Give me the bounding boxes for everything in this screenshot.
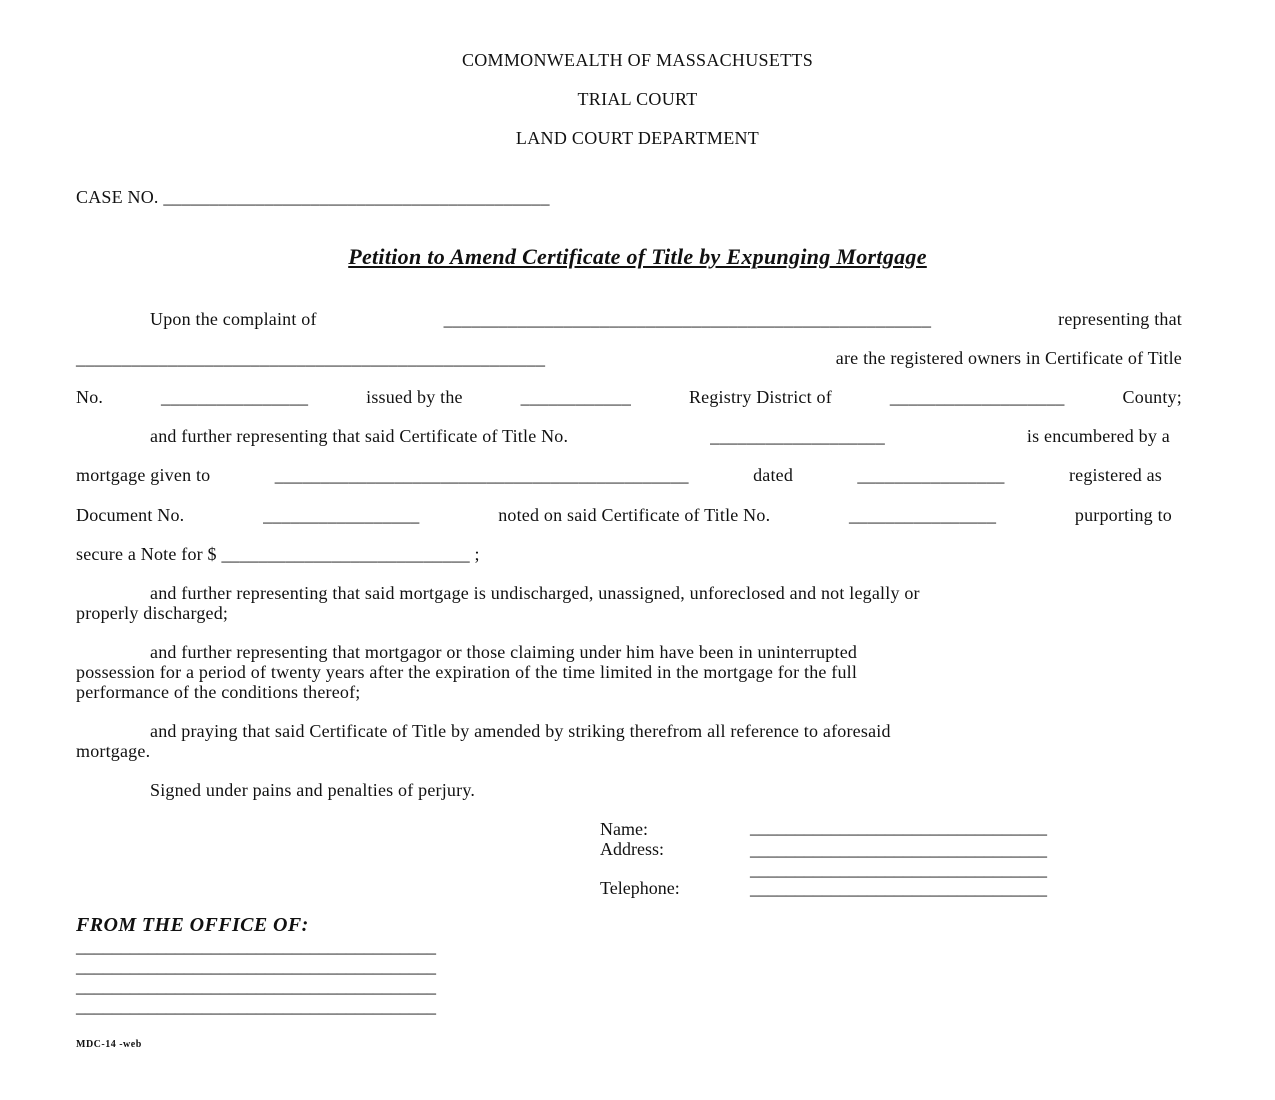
- complaint-row: [150, 309, 1182, 330]
- representing-label: representing that: [1058, 309, 1182, 329]
- header-commonwealth: COMMONWEALTH OF MASSACHUSETTS: [461, 50, 814, 70]
- praying-paragraph: [76, 721, 1196, 761]
- case-no-row: [76, 187, 550, 208]
- further-representing-label: and further representing that said Certificate of Title No.: [150, 426, 569, 446]
- mortgagee-field[interactable]: _____________________________________________: [274, 465, 689, 485]
- noted-certificate-field[interactable]: ________________: [848, 505, 997, 525]
- possession-line3: performance of the conditions thereof;: [76, 682, 361, 702]
- telephone-label: Telephone:: [600, 878, 680, 898]
- registry-label: Registry District of: [688, 387, 832, 407]
- header-land-court: LAND COURT DEPARTMENT: [515, 128, 760, 148]
- office-field-2[interactable]: ________________________________________: [76, 956, 436, 976]
- form-code: MDC-14 -web: [76, 1039, 142, 1050]
- office-field-1[interactable]: ________________________________________: [76, 936, 436, 956]
- petition-title: Petition to Amend Certificate of Title by Expunging Mortgage: [348, 244, 927, 269]
- mortgage-given-label: mortgage given to: [76, 465, 211, 485]
- possession-line2: possession for a period of twenty years after the expiration of the time limited in the mortgage for the full: [76, 662, 858, 682]
- name-label: Name:: [600, 819, 648, 839]
- owners-field[interactable]: ___________________________________________________: [76, 348, 546, 368]
- note-label: secure a Note for $: [76, 544, 217, 564]
- from-office-heading: FROM THE OFFICE OF:: [76, 914, 309, 936]
- name-field[interactable]: _________________________________: [750, 817, 1047, 837]
- note-amount-field[interactable]: ___________________________: [221, 544, 470, 564]
- praying-line1: and praying that said Certificate of Title by amended by striking therefrom all reference to aforesaid: [150, 721, 891, 741]
- county-field[interactable]: ___________________: [889, 387, 1065, 407]
- document-no-field[interactable]: _________________: [263, 505, 420, 525]
- certificate-row: [76, 387, 1182, 408]
- case-no-label: CASE NO.: [76, 187, 159, 207]
- office-field-4[interactable]: ________________________________________: [76, 996, 436, 1016]
- undischarged-line1: and further representing that said mortgage is undischarged, unassigned, unforeclosed and not legally or: [150, 583, 920, 603]
- semicolon: ;: [474, 544, 480, 564]
- purporting-label: purporting to: [1074, 505, 1172, 525]
- document-no-label: Document No.: [76, 505, 185, 525]
- signed-statement: Signed under pains and penalties of perjury.: [150, 780, 476, 800]
- dated-field[interactable]: ________________: [857, 465, 1005, 485]
- telephone-field[interactable]: _________________________________: [750, 878, 1047, 898]
- header-trial-court: TRIAL COURT: [577, 89, 698, 109]
- owners-row: [76, 348, 1182, 369]
- dated-label: dated: [753, 465, 794, 485]
- note-row: [76, 544, 480, 565]
- registry-field[interactable]: ____________: [520, 387, 632, 407]
- complainant-field[interactable]: _____________________________________________________: [443, 309, 932, 329]
- owners-label: are the registered owners in Certificate of Title: [835, 348, 1182, 368]
- undischarged-paragraph: [76, 583, 1196, 623]
- address-field-2[interactable]: _________________________________: [750, 859, 1047, 879]
- possession-paragraph: [76, 642, 1196, 702]
- office-field-3[interactable]: ________________________________________: [76, 976, 436, 996]
- complaint-label: Upon the complaint of: [150, 309, 317, 329]
- registered-as-label: registered as: [1068, 465, 1162, 485]
- possession-line1: and further representing that mortgagor or those claiming under him have been in uninterrupted: [150, 642, 858, 662]
- case-no-field[interactable]: __________________________________________: [163, 187, 550, 207]
- address-label: Address:: [600, 839, 664, 859]
- undischarged-line2: properly discharged;: [76, 603, 229, 623]
- noted-label: noted on said Certificate of Title No.: [498, 505, 771, 525]
- no-label: No.: [76, 387, 104, 407]
- praying-line2: mortgage.: [76, 741, 151, 761]
- address-field[interactable]: _________________________________: [750, 839, 1047, 859]
- county-label: County;: [1122, 387, 1182, 407]
- mortgage-row: [76, 465, 1162, 486]
- issued-by-label: issued by the: [366, 387, 463, 407]
- encumbered-label: is encumbered by a: [1026, 426, 1170, 446]
- encumbered-certificate-field[interactable]: ___________________: [710, 426, 885, 446]
- encumbered-row: [150, 426, 1170, 447]
- certificate-no-field[interactable]: ________________: [161, 387, 309, 407]
- document-row: [76, 505, 1172, 526]
